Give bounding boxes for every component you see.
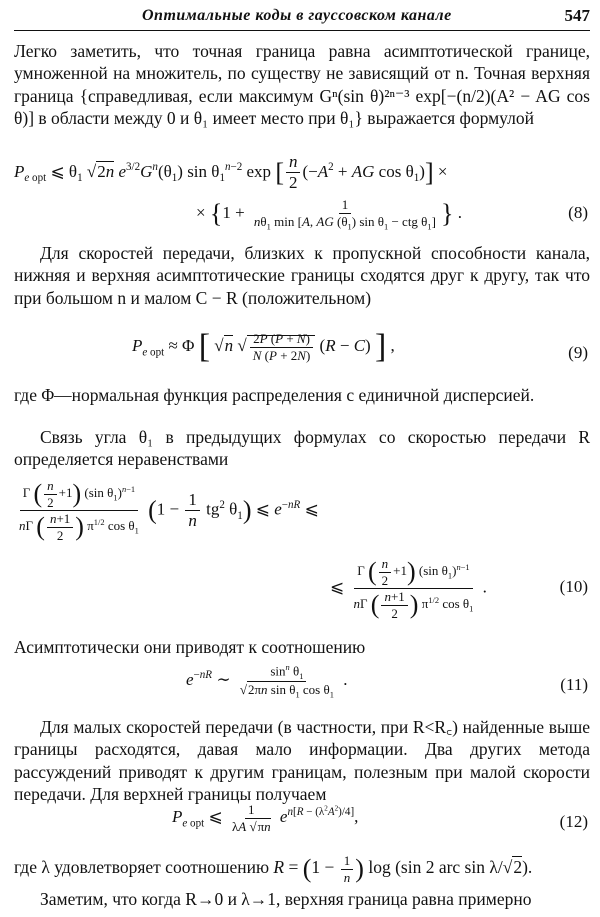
paragraph-2: Для скоростей передачи, близких к пропускной способности канала, нижняя и верхняя асимптотические границы сходятся друг к другу, так что при большом n и малом C − R (положительном) — [14, 243, 590, 308]
equation-number-12: (12) — [559, 812, 588, 831]
paragraph-4: Связь угла θ₁ в предыдущих формулах со скоростью передачи R определяется неравенствами — [14, 427, 590, 470]
paragraph-8: Заметим, что когда R→0 и λ→1, верхняя граница равна примерно — [40, 889, 532, 909]
page-number: 547 — [564, 6, 590, 25]
paragraph-1: Легко заметить, что точная граница равна асимптотической границе, умноженной на множитель, по существу не зависящий от n. Точная верхняя граница {справедливая, если максимум Gⁿ(sin θ)²ⁿ⁻³ exp[−(n/2)(A² − AG cos θ)] в области между 0 и θ₁ имеет место при θ₁} выражается формулой — [14, 41, 590, 128]
equation-9: $P_{e opt} \approx \Phi$ [ √n √ $\frac{2P (P + N)}{N (P + 2N)}$ (R − C) ] , — [132, 328, 395, 365]
equation-8-line-2: × {1 + $\frac{1}{n\theta_1 \min [A, AG (\theta_1) \sin \theta_1 - ctg \theta_1]}$ } . — [196, 197, 462, 232]
running-title: Оптимальные коды в гауссовском канале — [142, 7, 452, 24]
equation-number-11: (11) — [560, 675, 588, 694]
paragraph-7: где λ удовлетворяет соотношению R = (1 − $\frac{1}{n}$ ) log (sin 2 arc sin λ/√2). — [14, 853, 533, 885]
equation-8-line-1: $P_{e opt}$ ⩽ $\theta_1$ √2n $e^{3/2}G^n(\theta_1)$ $\sin \theta_1^{n-2}$ exp [ $\frac{n}{2}$ ($-A^2$ + AG $\cos \theta_1$)] × — [14, 152, 448, 193]
equation-10-line-1: Γ ( $\frac{n}{2}$ +1) (sin $\theta_1)^{n-1}$ nΓ ( $\frac{n+1}{2}$ ) $\pi^{1/2}$ $\cos \theta_1$ (1 − $\frac{1}{n}$ $tg^2$ $\theta_1$) ⩽ $e^{-nR}$ ⩽ — [19, 478, 319, 543]
equation-number-8: (8) — [568, 203, 588, 222]
paragraph-5: Асимптотически они приводят к соотношению — [14, 637, 366, 657]
equation-number-9: (9) — [568, 343, 588, 362]
paragraph-7-text: где λ удовлетворяет соотношению — [14, 857, 270, 878]
equation-12: $P_{e opt}$ ⩽ $\frac{1}{\lambda A √\pi n}$ $e^{n[R - (\lambda^2A^2)/4]}$, — [172, 802, 359, 834]
equation-10-line-2: ⩽ Γ ( $\frac{n}{2}$ +1) (sin $\theta_1)^{n-1}$ nΓ ( $\frac{n+1}{2}$ ) $\pi^{1/2}$ $\cos \theta_1$ . — [330, 556, 487, 621]
paragraph-6: Для малых скоростей передачи (в частности, при R<R꜀) найденные выше границы расходятся, давая мало информации. Два других метода рассуждений приводят к другим границам, полезным при малой скорости передачи. Для верхней границы получаем — [14, 717, 590, 804]
running-header — [14, 4, 590, 31]
paragraph-3: где Φ—нормальная функция распределения с единичной дисперсией. — [14, 385, 535, 405]
equation-11: $e^{-nR}$ ∼ $\frac{\sin^n \theta_1}{√2\pi n \sin \theta_1 \cos \theta_1}$ . — [186, 662, 348, 700]
equation-number-10: (10) — [559, 577, 588, 596]
